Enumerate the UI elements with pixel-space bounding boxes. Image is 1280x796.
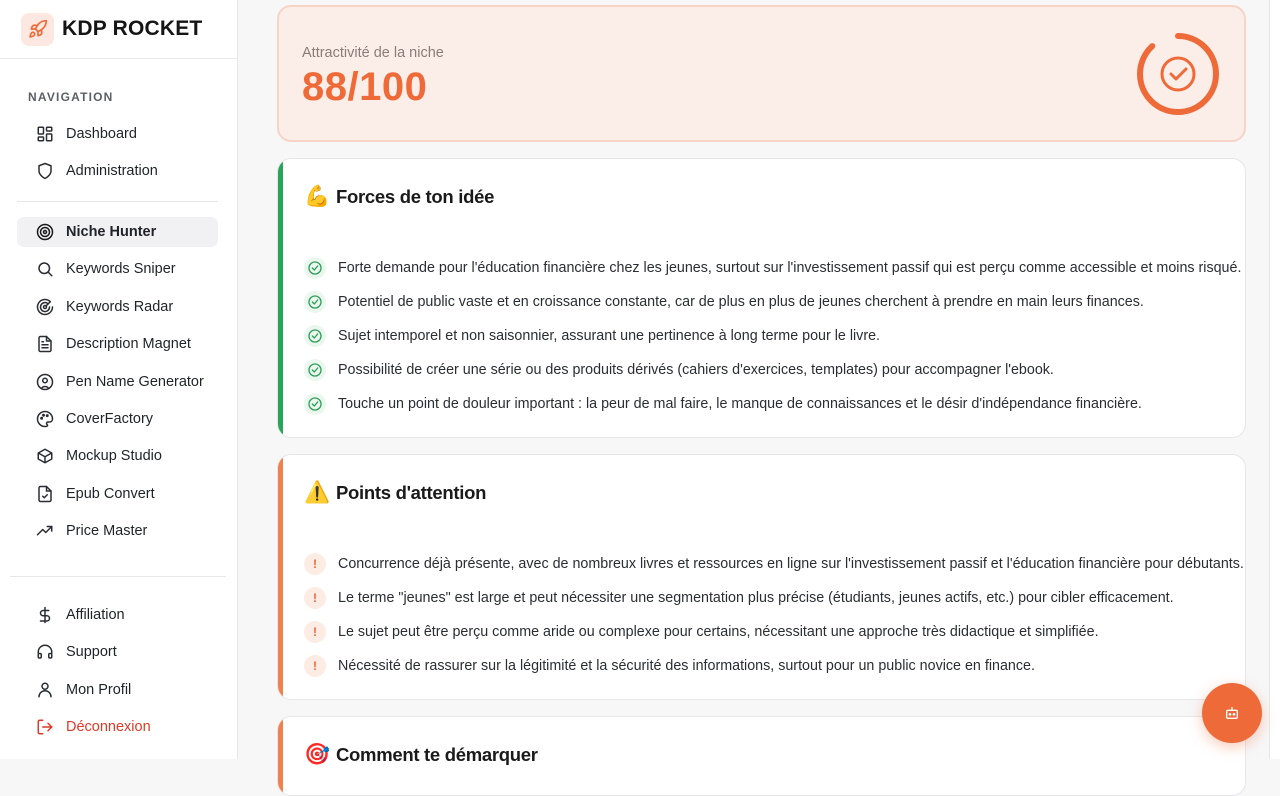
check-circle-icon — [304, 359, 326, 381]
score-label: Attractivité de la niche — [302, 45, 444, 61]
dashboard-icon — [36, 125, 54, 143]
sidebar-item-label: Dashboard — [66, 126, 137, 142]
box-icon — [36, 447, 54, 465]
score-check-icon — [1136, 32, 1220, 121]
radar-icon — [36, 298, 54, 316]
palette-icon — [36, 410, 54, 428]
list-item-text: Potentiel de public vaste et en croissance constante, car de plus en plus de jeunes cherchent à prendre en main leurs finances. — [338, 294, 1144, 310]
sidebar-item-label: Keywords Radar — [66, 299, 174, 315]
sidebar-item-label: Mockup Studio — [66, 448, 162, 464]
list-item — [304, 359, 1054, 381]
target-emoji-icon: 🎯 — [304, 743, 331, 766]
check-circle-icon — [304, 325, 326, 347]
sidebar-item-label: CoverFactory — [66, 411, 154, 427]
sidebar-item-label: Keywords Sniper — [66, 261, 176, 277]
main-content — [254, 0, 1270, 766]
sidebar-item-keywords-radar[interactable] — [17, 292, 218, 322]
user-icon — [36, 681, 54, 699]
sidebar-item-label: Description Magnet — [66, 336, 191, 352]
sidebar-item-price-master[interactable] — [17, 516, 218, 546]
sidebar-item-label: Epub Convert — [66, 486, 155, 502]
sidebar-item-mockup-studio[interactable] — [17, 441, 218, 471]
user-circle-icon — [36, 373, 54, 391]
list-item-text: Concurrence déjà présente, avec de nombreux livres et ressources en ligne sur l'investissement passif et l'éducation financière pour débutants. — [338, 556, 1244, 572]
rocket-icon — [21, 13, 54, 46]
sidebar-divider — [10, 576, 226, 577]
list-item-text: Sujet intemporel et non saisonnier, assurant une pertinence à long terme pour le livre. — [338, 328, 881, 344]
chat-assistant-button[interactable] — [1202, 683, 1262, 743]
sidebar-item-epub-convert[interactable] — [17, 479, 218, 509]
list-item — [304, 325, 880, 347]
list-item-text: Le sujet peut être perçu comme aride ou complexe pour certains, nécessitant une approche très didactique et simplifiée. — [338, 624, 1099, 640]
dollar-icon — [36, 606, 54, 624]
document-icon — [36, 335, 54, 353]
strengths-card — [277, 158, 1246, 438]
sidebar — [0, 0, 238, 759]
sidebar-item-description-magnet[interactable] — [17, 329, 218, 359]
flexed-arm-icon: 💪 — [304, 185, 331, 208]
check-circle-icon — [304, 257, 326, 279]
target-icon — [36, 223, 54, 241]
logout-icon — [36, 718, 54, 736]
differentiation-title: Comment te démarquer — [336, 744, 538, 765]
brand[interactable] — [0, 0, 237, 59]
sidebar-item-coverfactory[interactable] — [17, 404, 218, 434]
sidebar-item-label: Administration — [66, 163, 158, 179]
sidebar-item-label: Mon Profil — [66, 682, 132, 698]
warnings-card — [277, 454, 1246, 700]
sidebar-item-label: Affiliation — [66, 607, 125, 623]
headset-icon — [36, 643, 54, 661]
differentiation-card — [277, 716, 1246, 796]
warnings-header — [304, 481, 486, 505]
warnings-title: Points d'attention — [336, 482, 487, 503]
sidebar-item-label: Déconnexion — [66, 719, 151, 735]
alert-icon: ! — [304, 587, 326, 609]
sidebar-item-label: Niche Hunter — [66, 224, 157, 240]
scrollbar-track[interactable] — [1269, 0, 1280, 759]
warning-icon: ⚠️ — [304, 481, 331, 504]
sidebar-item-niche-hunter[interactable] — [17, 217, 218, 247]
sidebar-item-affiliation[interactable] — [17, 600, 218, 630]
list-item-text: Forte demande pour l'éducation financière chez les jeunes, surtout sur l'investissement passif qui est perçu comme accessible et moins risqué. — [338, 260, 1242, 276]
list-item — [304, 257, 1241, 279]
sidebar-divider — [17, 201, 218, 202]
list-item — [304, 621, 1099, 643]
search-icon — [36, 260, 54, 278]
list-item — [304, 655, 1035, 677]
file-convert-icon — [36, 485, 54, 503]
list-item — [304, 553, 1244, 575]
brand-name: KDP ROCKET — [62, 17, 203, 40]
check-circle-icon — [304, 291, 326, 313]
robot-icon — [1224, 705, 1240, 721]
list-item — [304, 393, 1142, 415]
shield-icon — [36, 162, 54, 180]
sidebar-item-keywords-sniper[interactable] — [17, 254, 218, 284]
sidebar-item-mon-profil[interactable] — [17, 675, 218, 705]
sidebar-item-pen-name-generator[interactable] — [17, 367, 218, 397]
strengths-title: Forces de ton idée — [336, 186, 495, 207]
nav-section-title: NAVIGATION — [28, 90, 114, 104]
list-item-text: Possibilité de créer une série ou des produits dérivés (cahiers d'exercices, templates) pour accompagner l'ebook. — [338, 362, 1054, 378]
sidebar-item-support[interactable] — [17, 637, 218, 667]
list-item-text: Touche un point de douleur important : la peur de mal faire, le manque de connaissances et le désir d'indépendance financière. — [338, 396, 1142, 412]
sidebar-item-administration[interactable] — [17, 156, 218, 186]
strengths-header — [304, 185, 494, 209]
differentiation-header — [304, 743, 538, 767]
list-item — [304, 587, 1174, 609]
list-item-text: Le terme "jeunes" est large et peut nécessiter une segmentation plus précise (étudiants, jeunes actifs, etc.) pour cibler efficacement. — [338, 590, 1174, 606]
sidebar-item-logout[interactable] — [17, 712, 218, 742]
sidebar-item-label: Price Master — [66, 523, 148, 539]
sidebar-item-dashboard[interactable] — [17, 119, 218, 149]
list-item-text: Nécessité de rassurer sur la légitimité et la sécurité des informations, surtout pour un public novice en finance. — [338, 658, 1035, 674]
alert-icon: ! — [304, 621, 326, 643]
niche-score-card — [277, 5, 1246, 142]
trending-up-icon — [36, 522, 54, 540]
alert-icon: ! — [304, 655, 326, 677]
list-item — [304, 291, 1144, 313]
sidebar-item-label: Pen Name Generator — [66, 374, 204, 390]
check-circle-icon — [304, 393, 326, 415]
alert-icon: ! — [304, 553, 326, 575]
score-value: 88/100 — [302, 65, 428, 109]
sidebar-item-label: Support — [66, 644, 117, 660]
